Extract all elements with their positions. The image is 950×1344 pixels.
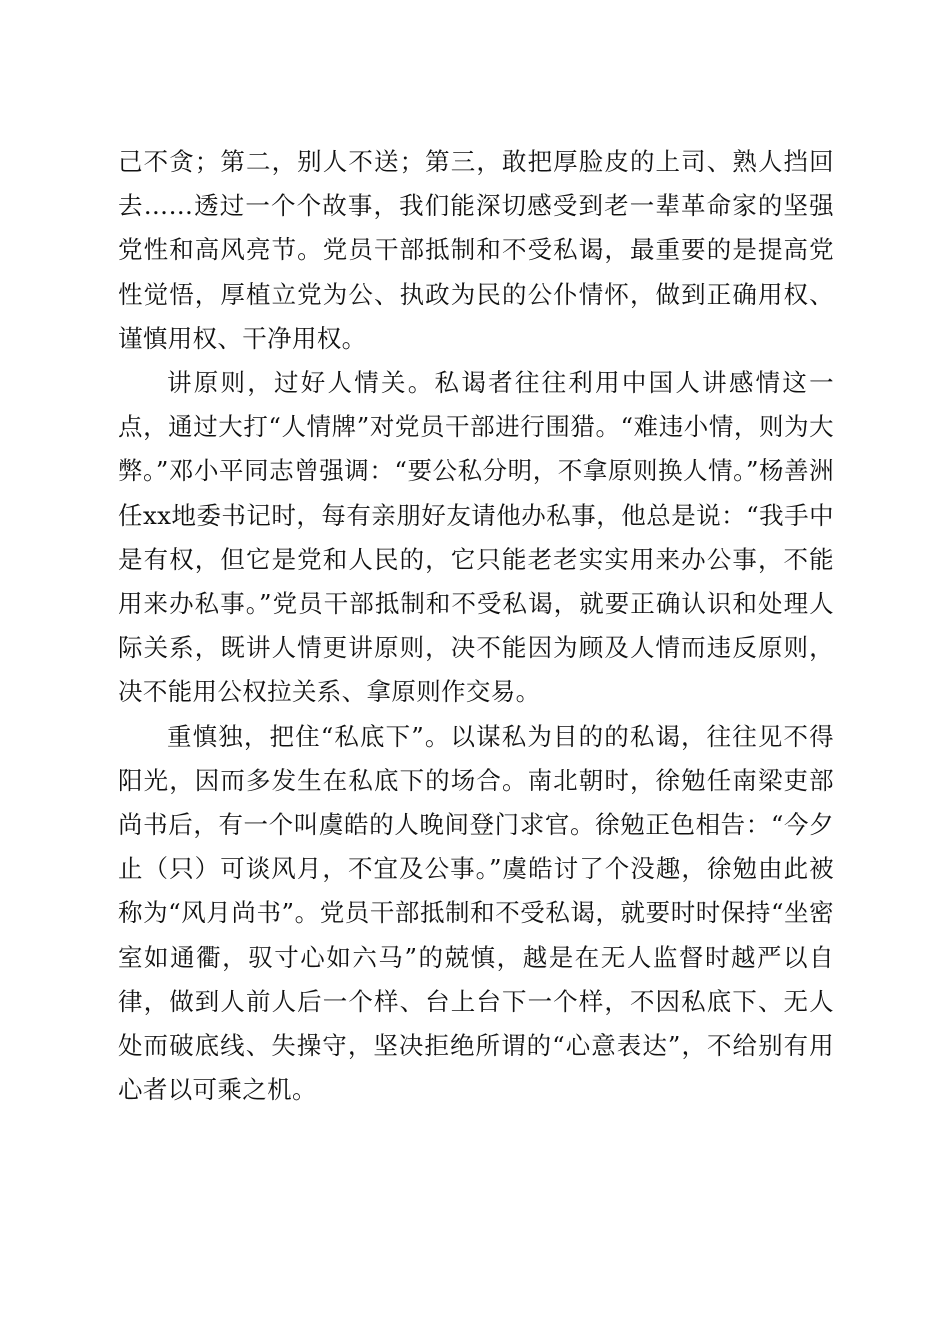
paragraph-2: 讲原则，过好人情关。私谒者往往利用中国人讲感情这一点，通过大打“人情牌”对党员干部进行围猎。“难违小情，则为大弊。”邓小平同志曾强调：“要公私分明，不拿原则换人情。”杨善洲任xx地委书记时，每有亲朋好友请他办私事，他总是说：“我手中是有权，但它是党和人民的，它只能老老实实用来办公事，不能用来办私事。”党员干部抵制和不受私谒，就要正确认识和处理人际关系，既讲人情更讲原则，决不能因为顾及人情而违反原则，决不能用公权拉关系、拿原则作交易。 bbox=[118, 368, 834, 707]
paragraph-1: 己不贪；第二，别人不送；第三，敢把厚脸皮的上司、熟人挡回去……透过一个个故事，我们能深切感受到老一辈革命家的坚强党性和高风亮节。党员干部抵制和不受私谒，最重要的是提高党性觉悟，厚植立党为公、执政为民的公仆情怀，做到正确用权、谨慎用权、干净用权。 bbox=[118, 147, 834, 353]
document-body bbox=[118, 140, 834, 1112]
paragraph-3: 重慎独，把住“私底下”。以谋私为目的的私谒，往往见不得阳光，因而多发生在私底下的场合。南北朝时，徐勉任南梁吏部尚书后，有一个叫虞皓的人晚间登门求官。徐勉正色相告：“今夕止（只）可谈风月，不宜及公事。”虞皓讨了个没趣，徐勉由此被称为“风月尚书”。党员干部抵制和不受私谒，就要时时保持“坐密室如通衢，驭寸心如六马”的兢慎，越是在无人监督时越严以自律，做到人前人后一个样、台上台下一个样，不因私底下、无人处而破底线、失操守，坚决拒绝所谓的“心意表达”，不给别有用心者以可乘之机。 bbox=[118, 721, 834, 1105]
